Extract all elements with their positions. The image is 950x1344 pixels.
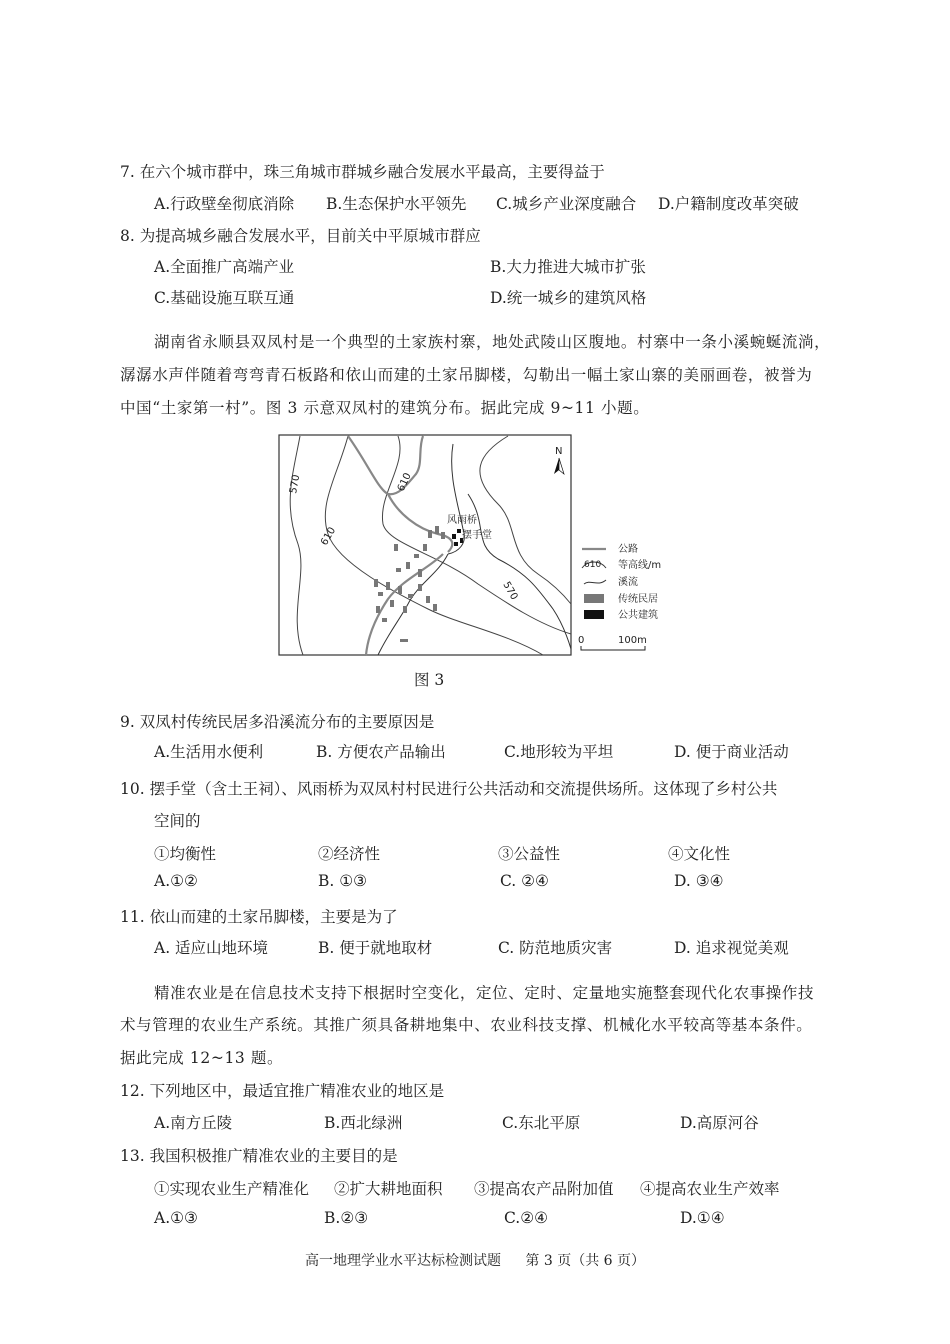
scale-distance: 100m: [618, 635, 647, 646]
q12-option-a: A.南方丘陵: [154, 1114, 233, 1132]
footer-page-number: 第 3 页（共 6 页）: [525, 1253, 646, 1269]
map-legend: [578, 542, 661, 650]
q10-item-1: ①均衡性: [154, 845, 217, 863]
q13-option-b: B.②③: [324, 1209, 369, 1227]
q12-option-b: B.西北绿洲: [324, 1114, 403, 1132]
q8-option-c: C.基础设施互联互通: [154, 289, 295, 307]
q10-option-b: B. ①③: [318, 872, 368, 890]
contour-label: 570: [500, 580, 520, 603]
passage1-line-2: 潺潺水声伴随着弯弯青石板路和依山而建的土家吊脚楼，勾勒出一幅土家山寨的美丽画卷，被誉为: [120, 366, 813, 384]
q13-stem: 13. 我国积极推广精准农业的主要目的是: [120, 1147, 398, 1165]
q9-option-d: D. 便于商业活动: [674, 743, 789, 761]
q11-option-c: C. 防范地质灾害: [498, 939, 613, 957]
legend-stream: 溪流: [618, 577, 638, 588]
q11-option-a: A. 适应山地环境: [154, 939, 269, 957]
q12-stem: 12. 下列地区中，最适宜推广精准农业的地区是: [120, 1082, 445, 1100]
legend-contour: 等高线/m: [618, 560, 662, 571]
q8-option-a: A.全面推广高端产业: [154, 258, 295, 276]
q13-item-3: ③提高农产品附加值: [474, 1180, 614, 1198]
legend-contour-value: 610: [584, 560, 602, 570]
q10-option-a: A.①②: [154, 872, 198, 890]
q12-option-d: D.高原河谷: [680, 1114, 759, 1132]
legend-public-buildings: 公共建筑: [618, 610, 658, 621]
q9-stem: 9. 双凤村传统民居多沿溪流分布的主要原因是: [120, 713, 435, 731]
q10-stem: 10. 摆手堂（含土王祠）、风雨桥为双凤村村民进行公共活动和交流提供场所。这体现了乡村公共: [120, 780, 778, 798]
passage2-line-1: 精准农业是在信息技术支持下根据时空变化，定位、定时、定量地实施整套现代化农事操作技: [154, 984, 815, 1002]
q10-stem-continued: 空间的: [154, 812, 201, 830]
q7-option-b: B.生态保护水平领先: [326, 195, 467, 213]
q8-option-b: B.大力推进大城市扩张: [490, 258, 646, 276]
q13-option-d: D.①④: [680, 1209, 725, 1227]
q13-item-1: ①实现农业生产精准化: [154, 1180, 310, 1198]
q7-option-a: A.行政壁垒彻底消除: [154, 195, 295, 213]
q9-option-b: B. 方便农产品输出: [316, 743, 446, 761]
q9-option-a: A.生活用水便利: [154, 743, 264, 761]
q12-option-c: C.东北平原: [502, 1114, 581, 1132]
q13-option-c: C.②④: [504, 1209, 549, 1227]
figure-caption: 图 3: [414, 671, 445, 689]
passage1-line-1: 湖南省永顺县双凤村是一个典型的土家族村寨，地处武陵山区腹地。村寨中一条小溪蜿蜒流淌，: [154, 333, 831, 351]
q10-item-2: ②经济性: [318, 845, 381, 863]
q10-item-3: ③公益性: [498, 845, 561, 863]
q11-option-d: D. 追求视觉美观: [674, 939, 789, 957]
label-wind-rain-bridge: 风雨桥: [447, 515, 477, 526]
q8-stem: 8. 为提高城乡融合发展水平，目前关中平原城市群应: [120, 227, 481, 245]
q10-option-d: D. ③④: [674, 872, 724, 890]
village-map: [278, 434, 678, 658]
passage1-line-3: 中国“土家第一村”。图 3 示意双凤村的建筑分布。据此完成 9~11 小题。: [120, 399, 650, 417]
q9-option-c: C.地形较为平坦: [504, 743, 614, 761]
q7-stem: 7. 在六个城市群中，珠三角城市群城乡融合发展水平最高，主要得益于: [120, 163, 605, 181]
q13-option-a: A.①③: [154, 1209, 198, 1227]
contour-label: 610: [319, 525, 339, 548]
q11-option-b: B. 便于就地取材: [318, 939, 433, 957]
q7-option-d: D.户籍制度改革突破: [658, 195, 799, 213]
contour-label: 610: [395, 471, 414, 494]
legend-traditional-houses: 传统民居: [618, 594, 658, 605]
q10-option-c: C. ②④: [500, 872, 549, 890]
passage2-line-3: 据此完成 12~13 题。: [120, 1049, 284, 1067]
svg-text:N: N: [555, 446, 563, 457]
q13-item-2: ②扩大耕地面积: [334, 1180, 443, 1198]
scale-zero: 0: [578, 635, 585, 646]
q8-option-d: D.统一城乡的建筑风格: [490, 289, 647, 307]
legend-road: 公路: [618, 544, 638, 555]
label-baishou-hall: 摆手堂: [462, 530, 492, 541]
footer-title: 高一地理学业水平达标检测试题: [304, 1253, 501, 1269]
q13-item-4: ④提高农业生产效率: [640, 1180, 780, 1198]
q7-option-c: C.城乡产业深度融合: [496, 195, 637, 213]
q10-item-4: ④文化性: [668, 845, 731, 863]
page-footer: [0, 1250, 950, 1270]
q11-stem: 11. 依山而建的土家吊脚楼，主要是为了: [120, 908, 398, 926]
passage2-line-2: 术与管理的农业生产系统。其推广须具备耕地集中、农业科技支撑、机械化水平较高等基本条件。: [120, 1016, 813, 1034]
contour-label: 570: [288, 473, 303, 495]
